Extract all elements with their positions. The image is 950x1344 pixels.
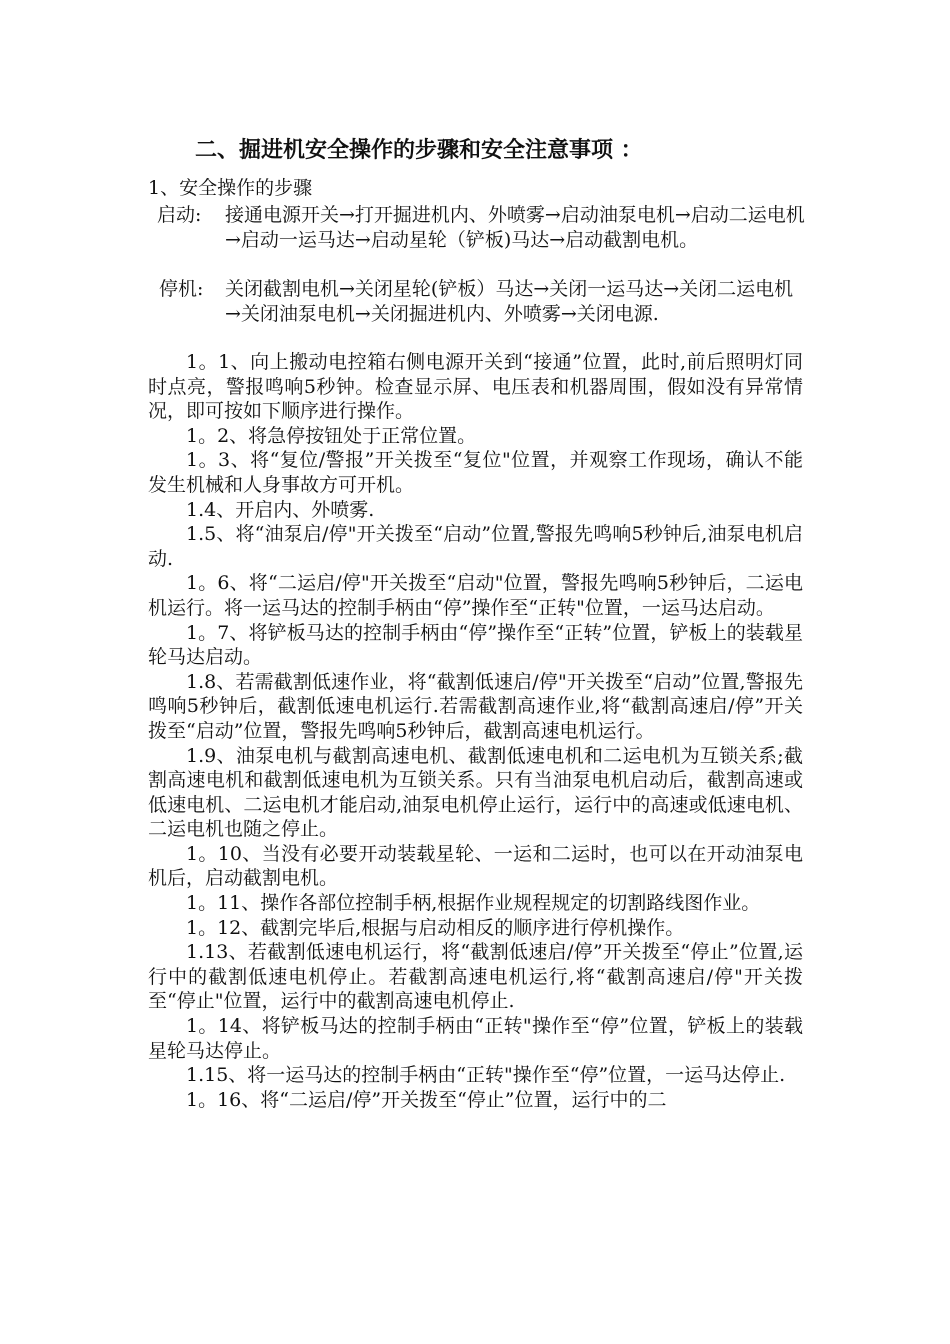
paragraph: 1。14、将铲板马达的控制手柄由“正转"操作至“停”位置，铲板上的装载星轮马达停止。 xyxy=(148,1015,803,1062)
shutdown-label: 停机: xyxy=(159,278,204,300)
paragraph: 1.4、开启内、外喷雾. xyxy=(186,498,375,521)
paragraph: 1.8、若需截割低速作业，将“截割低速启/停"开关拨至“启动”位置,警报先鸣响5秒钟后，截割低速电机运行.若需截割高速作业,将“截割高速启/停”开关拨至“启动”位置，警报先鸣响5秒钟后，截割高速电机运行。 xyxy=(148,670,803,742)
paragraph: 1。16、将“二运启/停”开关拨至“停止”位置，运行中的二 xyxy=(186,1088,667,1111)
startup-steps: 接通电源开关→打开掘进机内、外喷雾→启动油泵电机→启动二运电机→启动一运马达→启动星轮（铲板)马达→启动截割电机。 xyxy=(225,204,805,251)
startup-sequence xyxy=(148,203,808,252)
paragraph: 1.15、将一运马达的控制手柄由“正转"操作至“停”位置，一运马达停止. xyxy=(186,1064,786,1087)
paragraph: 1。7、将铲板马达的控制手柄由“停”操作至“正转”位置，铲板上的装载星轮马达启动。 xyxy=(148,621,803,669)
paragraph: 1。11、操作各部位控制手柄,根据作业规程规定的切割路线图作业。 xyxy=(186,892,761,915)
paragraph: 1。12、截割完毕后,根据与启动相反的顺序进行停机操作。 xyxy=(186,916,685,939)
paragraph: 1。2、将急停按钮处于正常位置。 xyxy=(186,424,477,447)
paragraph: 1。3、将“复位/警报”开关拨至“复位"位置，并观察工作现场，确认不能发生机械和人身事故方可开机。 xyxy=(148,449,803,496)
paragraph: 1。1、向上搬动电控箱右侧电源开关到“接通”位置，此时,前后照明灯同时点亮，警报鸣响5秒钟。检查显示屏、电压表和机器周围，假如没有异常情况，即可按如下顺序进行操作。 xyxy=(148,351,803,423)
procedure-paragraphs xyxy=(148,350,803,1112)
shutdown-steps: 关闭截割电机→关闭星轮(铲板）马达→关闭一运马达→关闭二运电机→关闭油泵电机→关闭掘进机内、外喷雾→关闭电源. xyxy=(225,278,794,325)
paragraph: 1。6、将“二运启/停"开关拨至“启动"位置，警报先鸣响5秒钟后，二运电机运行。将一运马达的控制手柄由“停”操作至“正转"位置，一运马达启动。 xyxy=(148,572,803,619)
startup-label: 启动: xyxy=(157,204,202,226)
section-heading: 1、安全操作的步骤 xyxy=(148,177,313,199)
shutdown-sequence xyxy=(148,277,808,326)
paragraph: 1.5、将“油泵启/停"开关拨至“启动”位置,警报先鸣响5秒钟后,油泵电机启动. xyxy=(148,523,803,570)
paragraph: 1。10、当没有必要开动装载星轮、一运和二运时，也可以在开动油泵电机后，启动截割电机。 xyxy=(148,842,803,890)
paragraph: 1.13、若截割低速电机运行，将“截割低速启/停”开关拨至“停止”位置,运行中的截割低速电机停止。若截割高速电机运行,将“截割高速启/停"开关拨至“停止"位置，运行中的截割高速电机停止. xyxy=(148,941,803,1013)
document-title: 二、掘进机安全操作的步骤和安全注意事项 ： xyxy=(195,138,643,163)
paragraph: 1.9、油泵电机与截割高速电机、截割低速电机和二运电机为互锁关系;截割高速电机和截割低速电机为互锁关系。只有当油泵电机启动后，截割高速或低速电机、二运电机才能启动,油泵电机停止运行，运行中的高速或低速电机、二运电机也随之停止。 xyxy=(148,744,803,841)
